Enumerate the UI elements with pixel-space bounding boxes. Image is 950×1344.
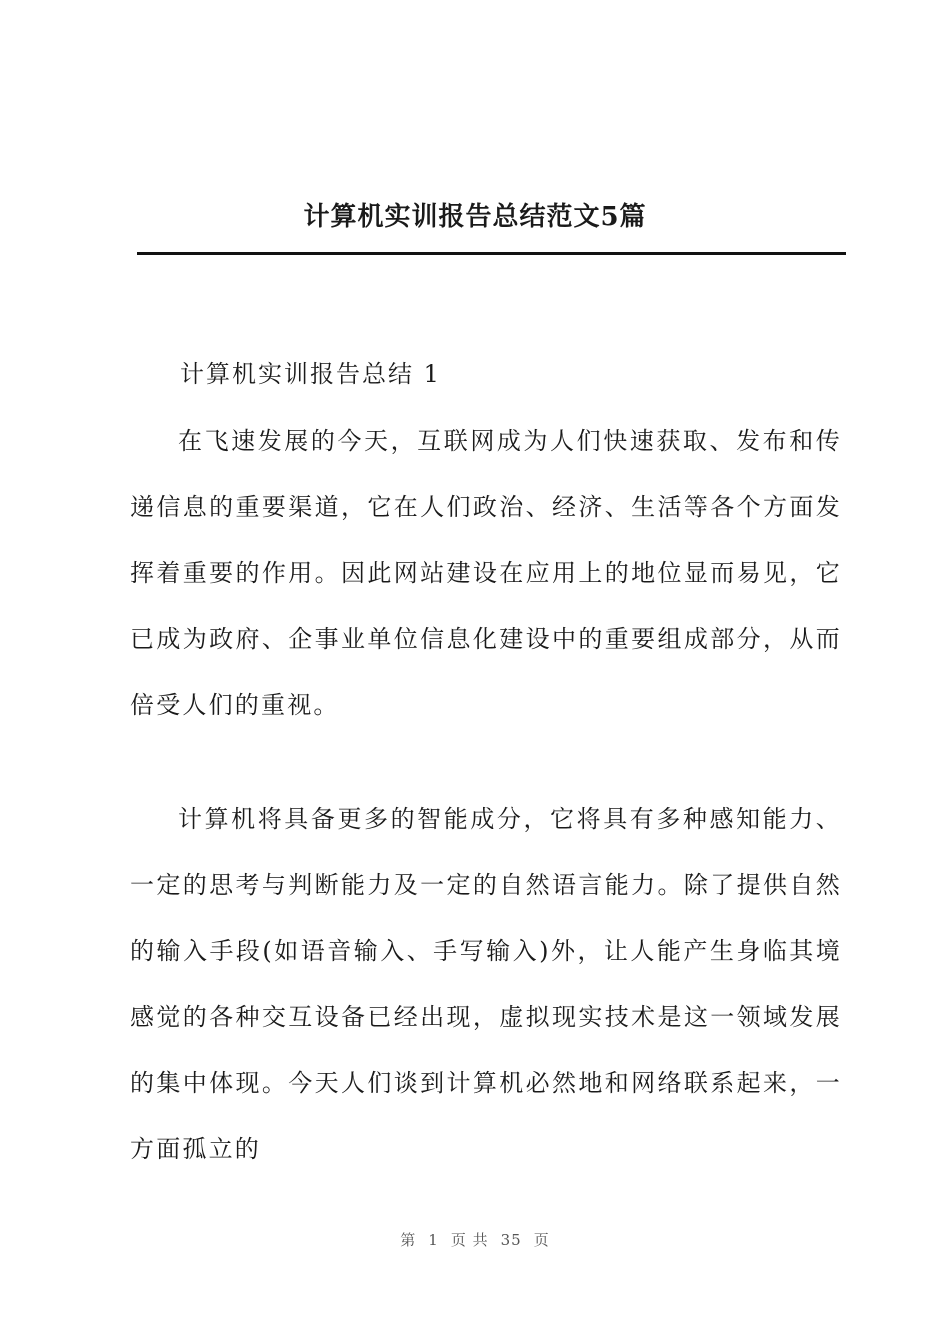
footer-middle: 页 共	[450, 1231, 489, 1249]
footer-current-page: 1	[428, 1231, 439, 1249]
footer-total-pages: 35	[500, 1231, 522, 1249]
footer-prefix: 第	[400, 1231, 417, 1249]
footer-suffix: 页	[533, 1231, 550, 1249]
section-heading: 计算机实训报告总结 1	[180, 360, 441, 388]
paragraph: 在飞速发展的今天，互联网成为人们快速获取、发布和传递信息的重要渠道，它在人们政治、经济、生活等各个方面发挥着重要的作用。因此网站建设在应用上的地位显而易见，它已成为政府、企事业单位信息化建设中的重要组成部分，从而倍受人们的重视。	[130, 427, 842, 719]
document-title: 计算机实训报告总结范文5篇	[303, 202, 647, 232]
page-footer	[0, 1229, 950, 1250]
title-divider	[137, 252, 846, 255]
paragraph: 计算机将具备更多的智能成分，它将具有多种感知能力、一定的思考与判断能力及一定的自然语言能力。除了提供自然的输入手段(如语音输入、手写输入)外，让人能产生身临其境感觉的各种交互设备已经出现，虚拟现实技术是这一领域发展的集中体现。今天人们谈到计算机必然地和网络联系起来，一方面孤立的	[130, 805, 842, 1163]
